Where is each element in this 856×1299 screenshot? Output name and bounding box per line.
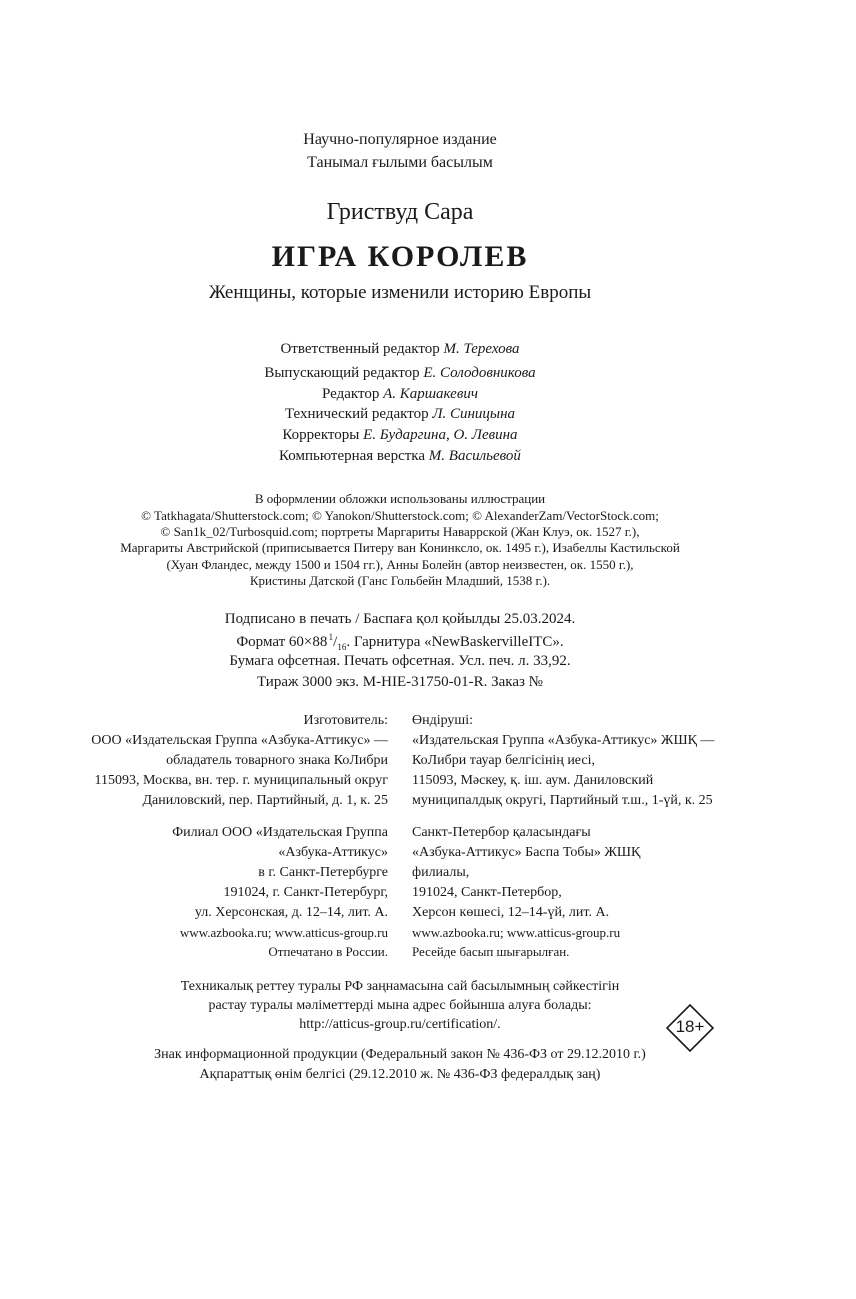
manufacturer-kz-line: КоЛибри тауар белгісінің иесі, — [412, 753, 595, 768]
branch-kz-line: филиалы, — [412, 865, 470, 880]
credit-line: Ответственный редактор М. Терехова — [280, 341, 520, 357]
credit-line: Компьютерная верстка М. Васильевой — [279, 448, 521, 464]
certification-line: Техникалық реттеу туралы РФ заңнамасына сай басылымның сәйкестігін — [180, 979, 620, 994]
credit-line: Технический редактор Л. Синицына — [284, 406, 516, 422]
branch-kz-line: «Азбука-Аттикус» Баспа Тобы» ЖШҚ — [412, 845, 641, 860]
manufacturer-kz-line: муниципалдық округі, Партийный т.ш., 1-үй, к. 25 — [412, 793, 713, 808]
printed-in-ru: Отпечатано в России. — [268, 944, 388, 959]
illustration-line: В оформлении обложки использованы иллюстрации — [254, 491, 546, 506]
branch-ru-line: «Азбука-Аттикус» — [278, 845, 388, 860]
printed-in-kz: Ресейде басып шығарылған. — [412, 944, 570, 959]
credit-line: Корректоры Е. Бударгина, О. Левина — [282, 427, 518, 443]
illustration-line: © San1k_02/Turbosquid.com; портреты Маргариты Наваррской (Жан Клуэ, ок. 1527 г.), — [160, 524, 640, 539]
manufacturer-ru-line: Даниловский, пер. Партийный, д. 1, к. 25 — [142, 793, 388, 808]
manufacturer-ru-line: обладатель товарного знака КоЛибри — [166, 753, 388, 768]
credit-line: Выпускающий редактор Е. Солодовникова — [264, 365, 536, 381]
illustration-line: Кристины Датской (Ганс Гольбейн Младший, 1538 г.). — [249, 573, 551, 588]
branch-ru-line: 191024, г. Санкт-Петербург, — [223, 885, 388, 900]
illustration-line: © Tatkhagata/Shutterstock.com; © Yanokon/Shutterstock.com; © AlexanderZam/VectorStock.com; — [141, 508, 659, 523]
branch-kz-line: Херсон көшесі, 12–14-үй, лит. А. — [412, 905, 610, 920]
certification-url: http://atticus-group.ru/certification/. — [299, 1017, 501, 1032]
illustration-line: Маргариты Австрийской (приписывается Питеру ван Конинксло, ок. 1495 г.), Изабеллы Кастильской — [120, 540, 680, 555]
manufacturer-kz-line: 115093, Мәскеу, қ. іш. аум. Даниловский — [412, 773, 654, 788]
branch-ru-line: в г. Санкт-Петербурге — [258, 865, 388, 880]
illustration-line: (Хуан Фландес, между 1500 и 1504 гг.), Анны Болейн (автор неизвестен, ок. 1550 г.), — [166, 557, 634, 572]
edition-type-kz: Танымал ғылыми басылым — [307, 154, 493, 171]
certification-line: растау туралы мәліметтерді мына адрес бойынша алуға болады: — [208, 998, 592, 1013]
format-line: Формат 60×88 $^1/_{16}$. Гарнитура «NewBaskervilleITC». — [236, 632, 564, 652]
branch-kz-line: Санкт-Петербор қаласындағы — [412, 825, 591, 840]
manufacturer-ru-line: 115093, Москва, вн. тер. г. муниципальный округ — [94, 773, 388, 788]
info-sign-kz: Ақпараттық өнім белгісі (29.12.2010 ж. № 436-ФЗ федералдық заң) — [199, 1067, 601, 1082]
paper-line: Бумага офсетная. Печать офсетная. Усл. печ. л. 33,92. — [229, 653, 571, 669]
manufacturer-kz-line: «Издательская Группа «Азбука-Аттикус» ЖШҚ — — [412, 733, 715, 748]
book-title: ИГРА КОРОЛЕВ — [271, 240, 529, 273]
credit-line: Редактор А. Каршакевич — [321, 386, 478, 402]
circulation-line: Тираж 3000 экз. M-HIE-31750-01-R. Заказ № — [257, 674, 543, 690]
branch-ru-line: ул. Херсонская, д. 12–14, лит. А. — [194, 905, 388, 920]
branch-ru-line: Филиал ООО «Издательская Группа — [172, 825, 388, 840]
manufacturer-ru-line: ООО «Издательская Группа «Азбука-Аттикус» — — [91, 733, 388, 748]
edition-type-ru: Научно-популярное издание — [303, 131, 497, 148]
age-rating-badge — [665, 1003, 715, 1053]
book-author: Гриствуд Сара — [326, 199, 474, 225]
signed-date: Подписано в печать / Баспаға қол қойылды 25.03.2024. — [224, 611, 576, 627]
manufacturer-kz-line: Өндіруші: — [412, 713, 473, 728]
website-links-kz: www.azbooka.ru; www.atticus-group.ru — [412, 925, 621, 940]
age-rating-label: 18+ — [675, 1017, 705, 1036]
info-sign-ru: Знак информационной продукции (Федеральный закон № 436-ФЗ от 29.12.2010 г.) — [154, 1047, 646, 1062]
website-links-ru: www.azbooka.ru; www.atticus-group.ru — [179, 925, 388, 940]
book-subtitle: Женщины, которые изменили историю Европы — [208, 282, 592, 303]
branch-kz-line: 191024, Санкт-Петербор, — [412, 885, 562, 900]
manufacturer-ru-line: Изготовитель: — [303, 713, 388, 728]
